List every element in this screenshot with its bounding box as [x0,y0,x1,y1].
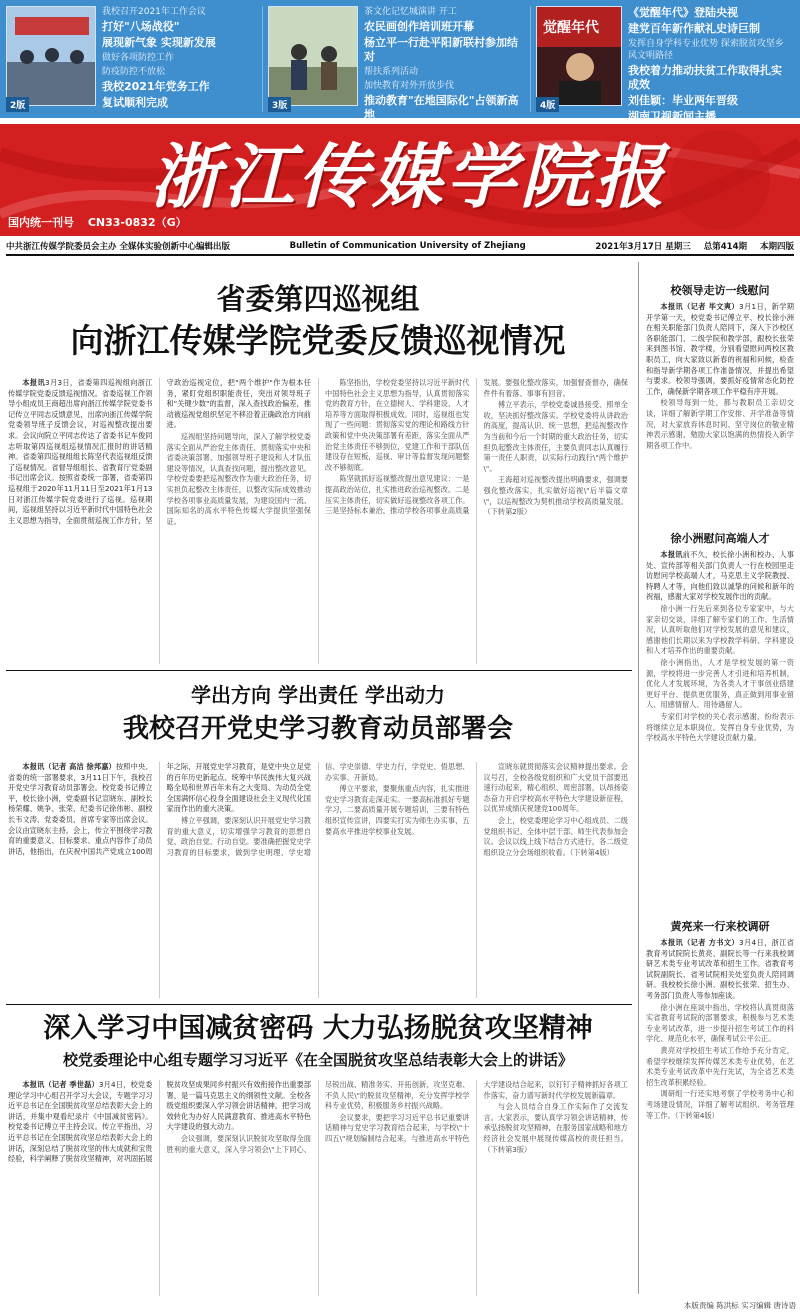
sidebar-byline-2: 本报讯 [660,550,683,559]
teaser-col-3[interactable] [536,6,796,123]
sidebar-text-1: 3月1日，新学期开学第一天，校党委书记傅立平、校长徐小洲在相关职能部门负责人陪同下，深入下沙校区各职能部门、二级学院和教学部，跟校长张荣来到图书馆、教学楼，分别看望慰问两校区教职员工，向大家致以新春的祝福和问候，检查和指导新学期各项工作准备情况，并提出希望与要求。校领导强调，要抓好疫情常态化防控工作，确保新学期各项工作平稳有序开展。 [646,302,794,396]
teaser-text: 加快教育对外开放步伐 [364,81,455,91]
teaser-photo-visit [268,6,358,106]
article3-continued[interactable]: （下转第3版） [483,1144,532,1154]
teaser-text: 帮扶系列活动 [364,67,419,77]
sidebar-body-3: 本报讯（记者 方书文）3月4日，浙江省教育考试院院长黄亮、副院长等一行来我校调研艺术类专业考试改革和招生工作。省教育考试院副院长、省考试院相关处室负责人陪同调研。我校校长徐小洲、副校长张荣、招生办、考务部门负责人等参加座谈。 徐小洲在座谈中指出，学校将认真贯彻落实省教育考试院的部署要求，积极参与艺术类专业考试改革，进一步提升招生考试工作的科学化、规范化水平，确保考试公平公正。 黄亮对学校招生考试工作给予充分肯定，希望学校继续发挥传媒艺术类专业优势，在艺术类专业考试改革中先行先试，为全省艺术类招生改革积累经验。 调研组一行还实地考察了学校考务中心和考场建设情况，详细了解考试组织、考务管理等工作。（下转第4版） [646,938,794,1120]
divider [6,1004,632,1005]
article3-subhead: 校党委理论中心组专题学习习近平《在全国脱贫攻坚总结表彰大会上的讲话》 [62,1051,573,1069]
divider [262,6,263,112]
poster-title: 觉醒年代 [543,20,599,36]
sidebar-body-1: 本报讯（记者 毕文爽）3月1日，新学期开学第一天，校党委书记傅立平、校长徐小洲在相关职能部门负责人陪同下，深入下沙校区各职能部门、二级学院和教学部，跟校长张荣来到图书馆、教学楼，分别看望慰问两校区教职员工，向大家致以新春的祝福和问候，检查和指导新学期各项工作准备情况，并提出希望与要求。校领导强调，要抓好疫情常态化防控工作，确保新学期各项工作平稳有序开展。 校领导每到一处，都与教职员工亲切交谈，详细了解新学期工作安排、开学准备等情况，对大家放弃休息时间、坚守岗位的敬业精神表示感谢，勉励大家以饱满的热情投入新学期各项工作中。 [646,302,794,450]
article1-lead: 本报讯 [22,378,46,387]
article3-headline[interactable]: 深入学习中国减贫密码 大力弘扬脱贫攻坚精神 [43,1013,593,1044]
divider [6,670,632,671]
teaser-headline: 农民画创作培训班开幕 [364,20,474,33]
teaser-headline: 杨立平一行赴平阳新联村参加结对 [364,36,518,63]
article3-body: 本报讯（记者 季世磊）3月4日，校党委理论学习中心组召开学习大会议，专题学习习近平总书记在全国脱贫攻坚总结表彰大会上的讲话，并集中观看纪录片《中国减贫密码》。校党委书记傅立平主持会议。传立平指出，习近平总书记在全国脱贫攻坚总结表彰大会上的讲话，深刻总结了脱贫攻坚的伟大成就和宝贵经验，科学阐释了脱贫攻坚精神，对巩固拓展脱贫攻坚成果同乡村振兴有效衔接作出重要部署，是一篇马克思主义的纲领性文献。全校各级党组织要深入学习领会讲话精神，把学习成效转化为办好人民满意教育、推进高水平特色大学建设的强大动力。 会议强调，要深刻认识脱贫攻坚取得全面胜利的重大意义，深入学习领会\"上下同心、尽锐出战、精准务实、开拓创新、攻坚克难、不负人民\"的脱贫攻坚精神，充分发挥学校学科专业优势，积极服务乡村振兴战略。 会议要求，要把学习习近平总书记重要讲话精神与党史学习教育结合起来，与学校\"十四五\"规划编制结合起来，与推进高水平特色大学建设结合起来，以钉钉子精神抓好各项工作落实，奋力谱写新时代学校发展新篇章。 与会人员结合自身工作实际作了交流发言。大家表示，要认真学习领会讲话精神，传承弘扬脱贫攻坚精神，在服务国家战略和地方经济社会发展中展现传媒高校的责任担当。（下转第3版） [8,1080,628,1164]
teaser-headline: 《觉醒年代》登陆央视 [628,6,738,19]
teaser-headline: 推动教育"在地国际化"占领新高地 [364,94,519,121]
sidebar-text-3: 3月4日，浙江省教育考试院院长黄亮、副院长等一行来我校调研艺术类专业考试改革和招生工作。省教育考试院副院长、省考试院相关处室负责人陪同调研。我校校长徐小洲、副校长张荣、招生办、考务部门负责人等参加座谈。 [646,938,794,1000]
article3-byline: 本报讯（记者 季世磊） [22,1080,99,1089]
article1-text: 3月3日，省委第四巡视组向浙江传媒学院党委反馈巡视情况。省委巡视工作领导小组成员王商超出席向浙江传媒学院党委书记传立平同志反馈意见，出席向浙江传媒学院党委领导班子反馈会议，对巡视整改提出要求。会议向院立平同志传达了省委书记车俊同志听取第四巡视组巡视情况汇报时的讲话精神。省委第四巡视组组长陈坚代表巡视组反馈了巡视情况。省督导组组长、省教育厅党委副书记出席会议。按照省委统一部署，省委第四巡视组于2020年11月11日至2021年1月13日对浙江传媒学院党委进行了巡视。巡视期间，巡视组坚持以习近平新时代中国特色社会主义思想为指导，全面贯彻巡视工作方针，坚守政治巡视定位，把"两个维护"作为根本任务，紧盯党组织职能责任，突出对领导班子和"关键少数"的监督，深入查找政治偏差，推动被巡视党组织坚定不移沿着正确政治方向前进。 [8,378,311,525]
sidebar-byline-3: 本报讯（记者 方书文） [660,938,740,947]
article2-continued[interactable]: （下转第4版） [569,847,614,857]
issn-label: 国内统一刊号 [8,216,74,229]
teaser-text: 发挥自身学科专业优势 探索脱贫攻坚乡风文明路径 [628,39,784,61]
page-link-3[interactable]: 3版 [268,97,291,112]
sidebar-title-2[interactable]: 徐小洲慰问高端人才 [670,532,770,545]
article3-text: 3月4日，校党委理论学习中心组召开学习大会议，专题学习习近平总书记在全国脱贫攻坚总结表彰大会上的讲话，并集中观看纪录片《中国减贫密码》。校党委书记傅立平主持会议。传立平指出，习近平总书记在全国脱贫攻坚总结表彰大会上的讲话，深刻总结了脱贫攻坚的伟大成就和宝贵经验，科学阐释了脱贫攻坚精神，对巩固拓展脱贫攻坚成果同乡村振兴有效衔接作出重要部署，是一篇马克思主义的纲领性文献。全校各级党组织要深入学习领会讲话精神，把学习成效转化为办好人民满意教育、推进高水平特色大学建设的强大动力。 [8,1080,311,1164]
teaser-bar [0,0,800,123]
page-footer: 本版责编 陈洪标 实习编辑 唐诗语 [683,1301,796,1310]
sidebar-title-3[interactable]: 黄亮来一行来校调研 [670,920,770,933]
masthead [0,124,800,236]
page-link-2[interactable]: 2版 [6,97,29,112]
masthead-title: 浙江传媒学院报 [150,135,668,218]
teaser-text: 我校召开2021年工作会议 [102,7,206,17]
teaser-text: 防疫防控不放松 [102,67,166,77]
article2-kicker: 学出方向 学出责任 学出动力 [191,683,445,707]
sidebar-text-2: 前不久，校长徐小洲和校办、人事处、宣传部等相关部门负责人一行在校园里走访慰问学校高端人才，马克思主义学院教授、特聘人才等，向他们致以诚挚的问候和新年的祝福，感谢大家对学校发展作出的贡献。 [646,550,794,602]
sidebar-title-1[interactable]: 校领导走访一线慰问 [670,284,770,297]
teaser-headline: 湖南卫视新闻主播 [628,110,716,123]
sidebar-continued-3[interactable]: （下转第4版） [674,1110,719,1120]
teaser-col-1[interactable] [6,6,256,112]
dateline [6,240,794,256]
sidebar-body-2: 本报讯前不久，校长徐小洲和校办、人事处、宣传部等相关部门负责人一行在校园里走访慰问学校高端人才，马克思主义学院教授、特聘人才等，向他们致以诚挚的问候和新年的祝福，感谢大家对学校发展作出的贡献。 徐小洲一行先后来到各位专家家中，与大家亲切交谈，详细了解专家们的工作、生活情况，认真听取他们对学校发展的意见和建议，感谢他们长期以来为学校教学科研、学科建设和人才培养作出的重要贡献。 徐小洲指出，人才是学校发展的第一资源，学校将进一步完善人才引进和培养机制，优化人才发展环境，为各类人才干事创业搭建更好平台、提供更优服务，真正做到用事业留人、用感情留人、用待遇留人。 专家们对学校的关心表示感谢，纷纷表示将继续立足本职岗位，发挥自身专业优势，为学校高水平特色大学建设贡献力量。 [646,550,794,743]
teaser-headline: 建党百年新作献礼史诗巨制 [628,22,760,35]
article2-byline: 本报讯（记者 高洁 徐邦嘉） [22,762,116,771]
teaser-col-2[interactable] [268,6,526,121]
issue-number: 总第414期 [703,242,747,252]
teaser-headline: 打好"八场战役" [102,20,180,33]
english-title: Bulletin of Communication University of Zhejiang [289,241,526,251]
sidebar-divider [638,262,639,1294]
issue-date: 2021年3月17日 星期三 [595,242,691,252]
teaser-poster [536,6,622,106]
article2-text: 按照中央、省委的统一部署要求，3月11日下午，我校召开党史学习教育动员部署会。校党委书记傅立平，校长徐小洲，党委副书记宣晓东、副校长杨荣耀、姚争、张荣、纪委书记徐伟彬、副校长韦文涛、党委委员、首席专家等出席会议。会议由宣晓东主持。会上，传立平围绕学习教育的重要意义、目标要求、重点内容作了动员讲话，他指出，在庆祝中国共产党成立100周年之际，开展党史学习教育，是党中央立足党的百年历史新起点、统筹中华民族伟大复兴战略全局和世界百年未有之大变局、为动员全党全国满怀信心投身全面建设社会主义现代化国家而作出的重大决策。 [8,762,311,856]
teaser-headline: 刘佳颖：毕业两年晋级 [628,94,738,107]
teaser-headline: 展现新气象 实现新发展 [102,36,216,49]
article1-headline-2[interactable]: 向浙江传媒学院党委反馈巡视情况 [70,321,566,360]
teaser-photo-meeting [6,6,96,106]
article1-headline-1[interactable]: 省委第四巡视组 [216,282,420,316]
divider [530,6,531,112]
teaser-headline: 复试顺利完成 [102,96,168,109]
article1-continued[interactable]: （下转第2版） [483,507,532,517]
article1-body: 本报讯3月3日，省委第四巡视组向浙江传媒学院党委反馈巡视情况。省委巡视工作领导小组成员王商超出席向浙江传媒学院党委书记传立平同志反馈意见，出席向浙江传媒学院党委领导班子反馈会议，对巡视整改提出要求。会议向院立平同志传达了省委书记车俊同志听取第四巡视组巡视情况汇报时的讲话精神。省委第四巡视组组长陈坚代表巡视组反馈了巡视情况。省督导组组长、省教育厅党委副书记出席会议。按照省委统一部署，省委第四巡视组于2020年11月11日至2021年1月13日对浙江传媒学院党委进行了巡视。巡视期间，巡视组坚持以习近平新时代中国特色社会主义思想为指导，全面贯彻巡视工作方针，坚守政治巡视定位，把"两个维护"作为根本任务，紧盯党组织职能责任，突出对领导班子和"关键少数"的监督，深入查找政治偏差，推动被巡视党组织坚定不移沿着正确政治方向前进。 巡视组坚持问题导向，深入了解学校党委落实全面从严治党主体责任、贯彻落实中央和省委决策部署、加强领导班子建设和人才队伍建设等情况，认真查找问题，提出整改意见。学校党委要把巡视整改作为重大政治任务，切实担负起整改主体责任，以整改实际成效推动学校各项事业高质量发展，为建设国内一流、国际知名的高水平特色传媒大学提供坚强保证。 陈坚指出，学校党委坚持以习近平新时代中国特色社会主义思想为指导，认真贯彻落实党的教育方针，在立德树人、学科建设、人才培养等方面取得积极成效。同时，巡视组也发现了一些问题：贯彻落实党的理论和路线方针政策和党中央决策部署有差距，落实全面从严治党主体责任不够到位，党建工作和干部队伍建设存在短板，巡视、审计等监督发现问题整改不够彻底。 陈坚就抓好巡视整改提出意见建议：一是提高政治站位，扎实推进政治巡视整改。二是压实主体责任，切实做好巡视整改各项工作。三是坚持标本兼治，推动学校各项事业高质量发展。要强化整改落实，加强督查督办，确保件件有着落、事事有回音。 傅立平表示，学校党委诚恳接受、照单全收，坚决抓好整改落实。学校党委将从讲政治的高度，提高认识、统一思想，把巡视整改作为当前和今后一个时期的重大政治任务，切实担负起整改主体责任，主要负责同志认真履行第一责任人职责，以实际行动践行\"两个维护\"。 王海超对巡视整改提出明确要求，强调要强化整改落实，扎实做好巡视\"后半篇文章\"，以巡视整改为契机推动学校高质量发展。（下转第2版） [8,378,628,526]
issn [8,214,197,230]
teaser-headline: 我校着力推动扶贫工作取得扎实成效 [628,64,782,91]
page-count: 本期四版 [759,242,794,252]
teaser-text: 做好各项防控工作 [102,53,175,63]
publisher: 中共浙江传媒学院委员会主办 全媒体实验创新中心编辑出版 [6,242,230,252]
article2-body: 本报讯（记者 高洁 徐邦嘉）按照中央、省委的统一部署要求，3月11日下午，我校召开党史学习教育动员部署会。校党委书记傅立平，校长徐小洲，党委副书记宣晓东、副校长杨荣耀、姚争、张荣、纪委书记徐伟彬、副校长韦文涛、党委委员、首席专家等出席会议。会议由宣晓东主持。会上，传立平围绕学习教育的重要意义、目标要求、重点内容作了动员讲话，他指出，在庆祝中国共产党成立100周年之际，开展党史学习教育，是党中央立足党的百年历史新起点、统筹中华民族伟大复兴战略全局和世界百年未有之大变局、为动员全党全国满怀信心投身全面建设社会主义现代化国家而作出的重大决策。 傅立平强调，要深刻认识开展党史学习教育的重大意义，切实增强学习教育的思想自觉、政治自觉、行动自觉。要准确把握党史学习教育的目标要求，做到学史明理、学史增信、学史崇德、学史力行，学党史、悟思想、办实事、开新局。 傅立平要求，要聚焦重点内容，扎实推进党史学习教育走深走实。一要高标准抓好专题学习，二要高质量开展专题培训，三要有特色组织宣传宣讲，四要实打实为师生办实事，五要高水平推进学校事业发展。 宣晓东就贯彻落实会议精神提出要求。会议号召，全校各级党组织和广大党员干部要迅速行动起来，精心组织、周密部署，以昂扬姿态奋力开启学校高水平特色大学建设新征程，以优异成绩庆祝建党100周年。 会上，校党委理论学习中心组成员、二级党组织书记、全体中层干部、师生代表参加会议。会议以线上线下结合方式进行，各二级党组织设立分会场组织收看。（下转第4版） [8,762,628,857]
article2-headline[interactable]: 我校召开党史学习教育动员部署会 [122,714,513,744]
teaser-text: 茶文化记忆城演讲 开工 [364,7,457,17]
teaser-headline: 我校2021年党务工作 [102,80,210,93]
sidebar-byline-1: 本报讯（记者 毕文爽） [660,302,740,311]
issn-number: CN33-0832（G） [87,216,187,229]
issue-info [585,240,794,252]
page-link-4[interactable]: 4版 [536,97,559,112]
